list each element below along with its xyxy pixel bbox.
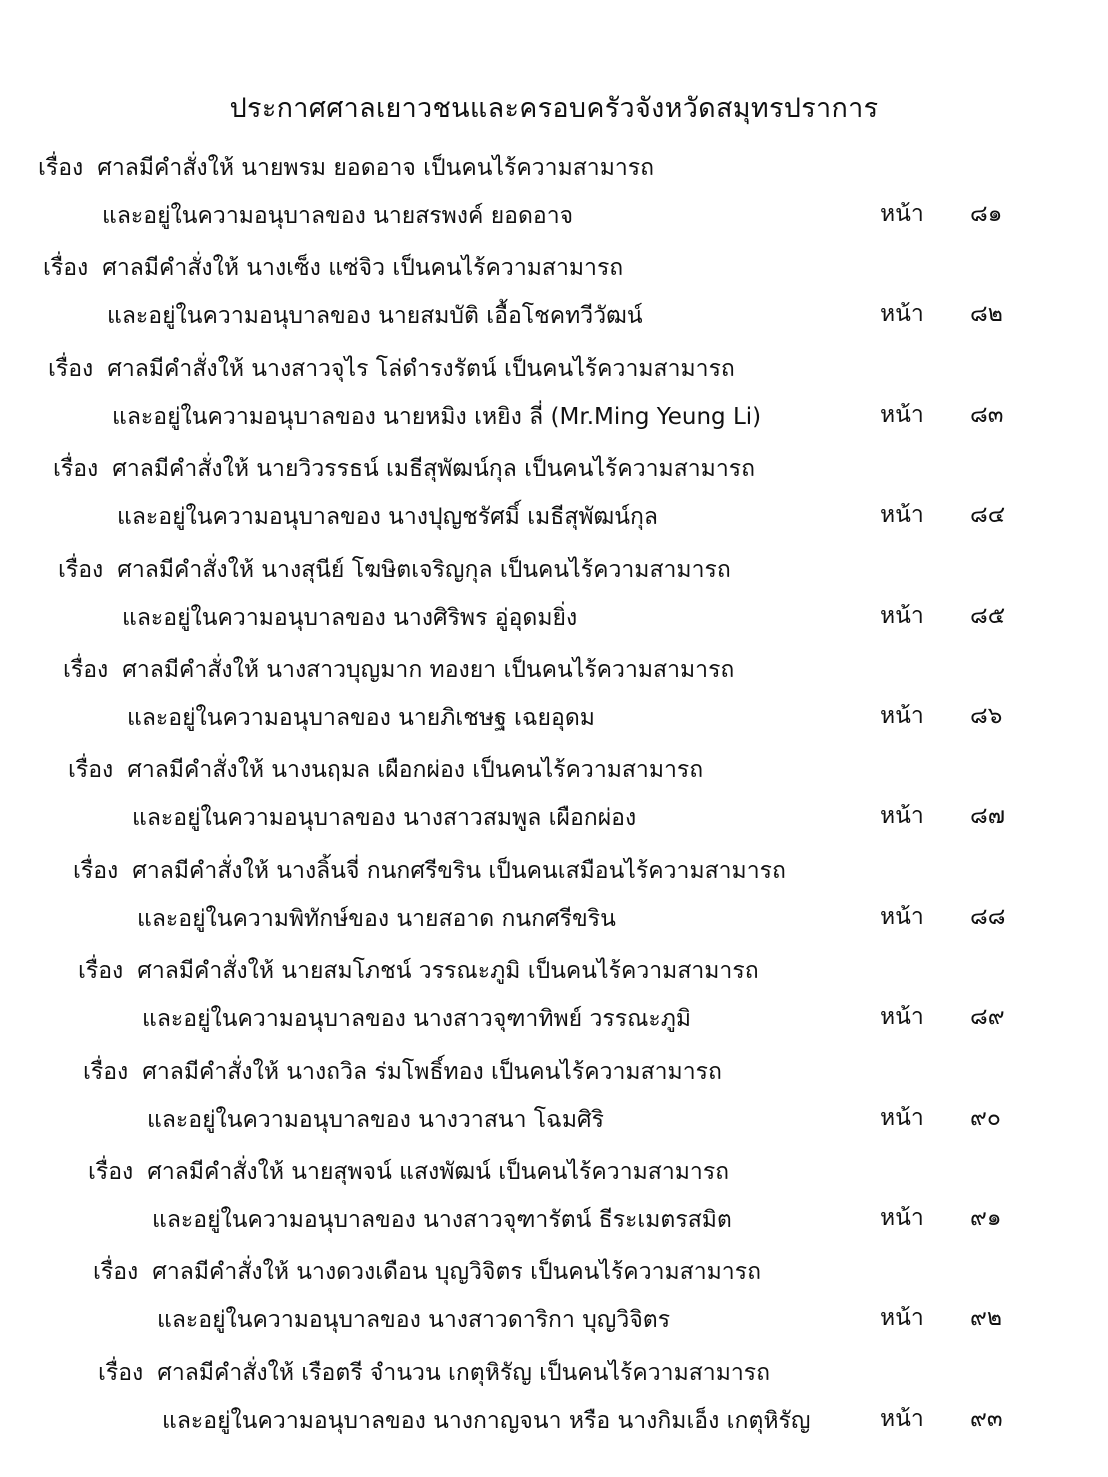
announcement-entry xyxy=(0,1254,1108,1354)
subject-label: เรื่อง xyxy=(58,556,104,583)
page-label: หน้า xyxy=(880,602,924,629)
page-number: ๘๓ xyxy=(970,401,1004,428)
guardian-text: และอยู่ในความอนุบาลของ นางสาวจุฑารัตน์ ธีระเมตรสมิต xyxy=(152,1207,732,1233)
announcement-entry xyxy=(0,150,1108,250)
announcement-entry xyxy=(0,1154,1108,1254)
announcement-entry xyxy=(0,853,1108,953)
subject-label: เรื่อง xyxy=(48,355,94,382)
announcement-entry xyxy=(0,351,1108,451)
guardian-text: และอยู่ในความอนุบาลของ นายสรพงค์ ยอดอาจ xyxy=(102,203,574,229)
announcement-entry xyxy=(0,250,1108,350)
guardian-text: และอยู่ในความอนุบาลของ นางปุญชรัศมิ์ เมธีสุพัฒน์กุล xyxy=(117,504,658,531)
page-number: ๙๓ xyxy=(970,1405,1003,1432)
page-label: หน้า xyxy=(880,1305,924,1332)
page-number: ๙๒ xyxy=(970,1305,1003,1332)
announcement-entry xyxy=(0,451,1108,551)
page-number: ๙๑ xyxy=(970,1205,1002,1231)
guardian-text: และอยู่ในความอนุบาลของ นายสมบัติ เอื้อโชคทวีวัฒน์ xyxy=(107,303,643,330)
entry-subject-line xyxy=(93,1254,761,1290)
court-order-text: ศาลมีคำสั่งให้ นายสมโภชน์ วรรณะภูมิ เป็นคนไร้ความสามารถ xyxy=(137,958,759,985)
page-label: หน้า xyxy=(880,401,924,428)
subject-label: เรื่อง xyxy=(98,1359,144,1386)
guardian-text: และอยู่ในความอนุบาลของ นายภิเชษฐ เฉยอุดม xyxy=(127,705,595,731)
page-number: ๘๒ xyxy=(970,301,1003,328)
page-number: ๘๑ xyxy=(970,201,1003,227)
court-order-text: ศาลมีคำสั่งให้ นางสาวจุไร โล่ดำรงรัตน์ เป็นคนไร้ความสามารถ xyxy=(107,355,735,382)
court-order-text: ศาลมีคำสั่งให้ นางสาวบุญมาก ทองยา เป็นคนไร้ความสามารถ xyxy=(122,657,735,683)
court-order-text: ศาลมีคำสั่งให้ นางถวิล ร่มโพธิ์ทอง เป็นคนไร้ความสามารถ xyxy=(142,1058,722,1085)
page-number: ๘๖ xyxy=(970,703,1003,729)
subject-label: เรื่อง xyxy=(53,456,99,483)
subject-label: เรื่อง xyxy=(73,857,119,884)
page-label: หน้า xyxy=(880,703,924,729)
court-order-text: ศาลมีคำสั่งให้ นางดวงเดือน บุญวิจิตร เป็นคนไร้ความสามารถ xyxy=(152,1259,761,1286)
guardian-text: และอยู่ในความอนุบาลของ นางวาสนา โฉมศิริ xyxy=(147,1106,604,1133)
entry-subject-line xyxy=(58,552,731,588)
page-label: หน้า xyxy=(880,1405,924,1432)
page-label: หน้า xyxy=(880,301,924,328)
page-number: ๘๙ xyxy=(970,1004,1005,1031)
guardian-text: และอยู่ในความอนุบาลของ นางสาวสมพูล เผือกผ่อง xyxy=(132,805,637,832)
page-label: หน้า xyxy=(880,201,924,227)
announcement-entry xyxy=(0,1355,1108,1455)
court-order-text: ศาลมีคำสั่งให้ นายพรม ยอดอาจ เป็นคนไร้ความสามารถ xyxy=(97,155,655,181)
guardian-text: และอยู่ในความอนุบาลของ นายหมิง เหยิง ลี่ (Mr.Ming Yeung Li) xyxy=(112,403,762,430)
entry-subject-line xyxy=(78,953,759,989)
court-order-text: ศาลมีคำสั่งให้ นายวิวรรธน์ เมธีสุพัฒน์กุล เป็นคนไร้ความสามารถ xyxy=(112,456,756,483)
page-number: ๘๔ xyxy=(970,502,1006,529)
guardian-text: และอยู่ในความอนุบาลของ นางกาญจนา หรือ นางกิมเอ็ง เกตุหิรัญ xyxy=(162,1407,811,1434)
entry-subject-line xyxy=(63,652,734,688)
page-label: หน้า xyxy=(880,1205,924,1231)
page-number: ๘๗ xyxy=(970,803,1006,830)
subject-label: เรื่อง xyxy=(38,155,84,181)
court-order-text: ศาลมีคำสั่งให้ นางนฤมล เผือกผ่อง เป็นคนไร้ความสามารถ xyxy=(127,757,704,784)
entry-subject-line xyxy=(43,250,623,286)
page-label: หน้า xyxy=(880,502,924,529)
entry-subject-line xyxy=(48,351,735,387)
announcement-entry xyxy=(0,752,1108,852)
entry-subject-line xyxy=(83,1054,722,1090)
guardian-text: และอยู่ในความอนุบาลของ นางสาวดาริกา บุญวิจิตร xyxy=(157,1307,671,1334)
guardian-text: และอยู่ในความพิทักษ์ของ นายสอาด กนกศรีขริน xyxy=(137,905,616,932)
page-number: ๘๘ xyxy=(970,903,1006,930)
page-label: หน้า xyxy=(880,1104,924,1131)
announcement-entry xyxy=(0,652,1108,752)
page-number: ๙๐ xyxy=(970,1104,1001,1131)
court-order-text: ศาลมีคำสั่งให้ นางลิ้นจี่ กนกศรีขริน เป็นคนเสมือนไร้ความสามารถ xyxy=(132,857,786,884)
announcement-entry xyxy=(0,953,1108,1053)
page-label: หน้า xyxy=(880,1004,924,1031)
page-label: หน้า xyxy=(880,903,924,930)
court-order-text: ศาลมีคำสั่งให้ นายสุพจน์ แสงพัฒน์ เป็นคนไร้ความสามารถ xyxy=(147,1159,730,1185)
entry-subject-line xyxy=(98,1355,770,1391)
document-title: ประกาศศาลเยาวชนและครอบครัวจังหวัดสมุทรปราการ xyxy=(229,93,879,124)
subject-label: เรื่อง xyxy=(83,1058,129,1085)
announcement-entry xyxy=(0,552,1108,652)
subject-label: เรื่อง xyxy=(78,958,124,985)
guardian-text: และอยู่ในความอนุบาลของ นางศิริพร อู่อุดมยิ่ง xyxy=(122,604,578,631)
court-order-text: ศาลมีคำสั่งให้ เรือตรี จำนวน เกตุหิรัญ เป็นคนไร้ความสามารถ xyxy=(157,1359,771,1386)
entry-subject-line xyxy=(73,853,786,889)
entry-subject-line xyxy=(53,451,755,487)
subject-label: เรื่อง xyxy=(68,757,114,784)
page-label: หน้า xyxy=(880,803,924,830)
entry-subject-line xyxy=(88,1154,729,1190)
subject-label: เรื่อง xyxy=(88,1159,134,1185)
announcement-entry xyxy=(0,1054,1108,1154)
court-order-text: ศาลมีคำสั่งให้ นางสุนีย์ โฆษิตเจริญกุล เป็นคนไร้ความสามารถ xyxy=(117,556,731,583)
subject-label: เรื่อง xyxy=(93,1259,139,1286)
subject-label: เรื่อง xyxy=(43,255,89,282)
court-order-text: ศาลมีคำสั่งให้ นางเซ็ง แซ่จิว เป็นคนไร้ความสามารถ xyxy=(102,255,624,282)
guardian-text: และอยู่ในความอนุบาลของ นางสาวจุฑาทิพย์ วรรณะภูมิ xyxy=(142,1006,692,1033)
entry-subject-line xyxy=(38,150,654,186)
subject-label: เรื่อง xyxy=(63,657,109,683)
page-number: ๘๕ xyxy=(970,602,1006,629)
entry-subject-line xyxy=(68,752,703,788)
